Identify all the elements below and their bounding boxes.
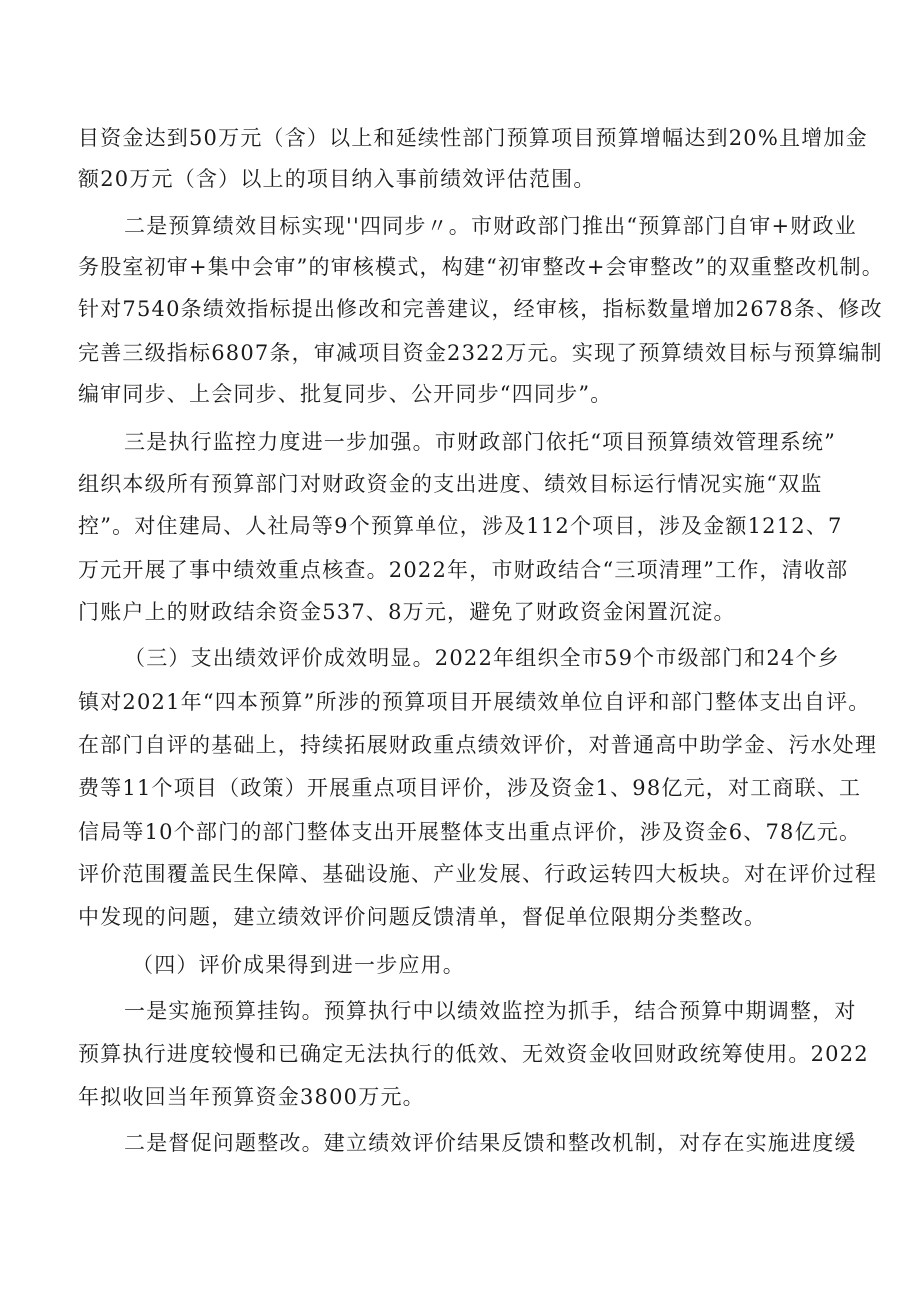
text-line: 年拟收回当年预算资金3800万元。 xyxy=(78,1085,425,1109)
text-line: 在部门自评的基础上，持续拓展财政重点绩效评价，对普通高中助学金、污水处理 xyxy=(78,733,878,757)
text-line: 信局等10个部门的部门整体支出开展整体支出重点评价，涉及资金6、78亿元。 xyxy=(78,820,862,844)
text-line: （四）评价成果得到进一步应用。 xyxy=(132,953,465,977)
text-line: 门账户上的财政结余资金537、8万元，避免了财政资金闲置沉淀。 xyxy=(78,600,736,624)
text-line: 额20万元（含）以上的项目纳入事前绩效评估范围。 xyxy=(78,167,596,191)
text-line: 镇对2021年“四本预算”所涉的预算项目开展绩效单位自评和部门整体支出自评。 xyxy=(78,690,871,714)
text-line: 目资金达到50万元（含）以上和延续性部门预算项目预算增幅达到20%且增加金 xyxy=(78,126,868,150)
text-line: 二是预算绩效目标实现''四同步〃。市财政部门推出“预算部门自审+财政业 xyxy=(124,214,857,238)
text-line: 务股室初审+集中会审”的审核模式，构建“初审整改+会审整改”的双重整改机制。 xyxy=(78,255,884,279)
text-line: 一是实施预算挂钩。预算执行中以绩效监控为抓手，结合预算中期调整，对 xyxy=(124,999,857,1023)
text-line: 三是执行监控力度进一步加强。市财政部门依托“项目预算绩效管理系统” xyxy=(124,430,837,454)
text-line: 中发现的问题，建立绩效评价问题反馈清单，督促单位限期分类整改。 xyxy=(78,905,767,929)
text-line: 控”。对住建局、人社局等9个预算单位，涉及112个项目，涉及金额1212、7 xyxy=(78,514,843,538)
text-line: 完善三级指标6807条，审减项目资金2322万元。实现了预算绩效目标与预算编制 xyxy=(78,341,883,365)
text-line: 编审同步、上会同步、批复同步、公开同步“四同步”。 xyxy=(78,382,613,406)
text-line: 万元开展了事中绩效重点核查。2022年，市财政结合“三项清理”工作，清收部 xyxy=(78,558,849,582)
text-line: 预算执行进度较慢和已确定无法执行的低效、无效资金收回财政统筹使用。2022 xyxy=(78,1042,869,1066)
text-line: 费等11个项目（政策）开展重点项目评价，涉及资金1、98亿元，对工商联、工 xyxy=(78,776,862,800)
text-line: 评价范围覆盖民生保障、基础设施、产业发展、行政运转四大板块。对在评价过程 xyxy=(78,862,878,886)
text-line: 二是督促问题整改。建立绩效评价结果反馈和整改机制，对存在实施进度缓 xyxy=(124,1131,857,1155)
text-line: 组织本级所有预算部门对财政资金的支出进度、绩效目标运行情况实施“双监 xyxy=(78,472,823,496)
text-line: 针对7540条绩效指标提出修改和完善建议，经审核，指标数量增加2678条、修改 xyxy=(78,297,883,321)
text-line: （三）支出绩效评价成效明显。2022年组织全市59个市级部门和24个乡 xyxy=(124,646,840,670)
